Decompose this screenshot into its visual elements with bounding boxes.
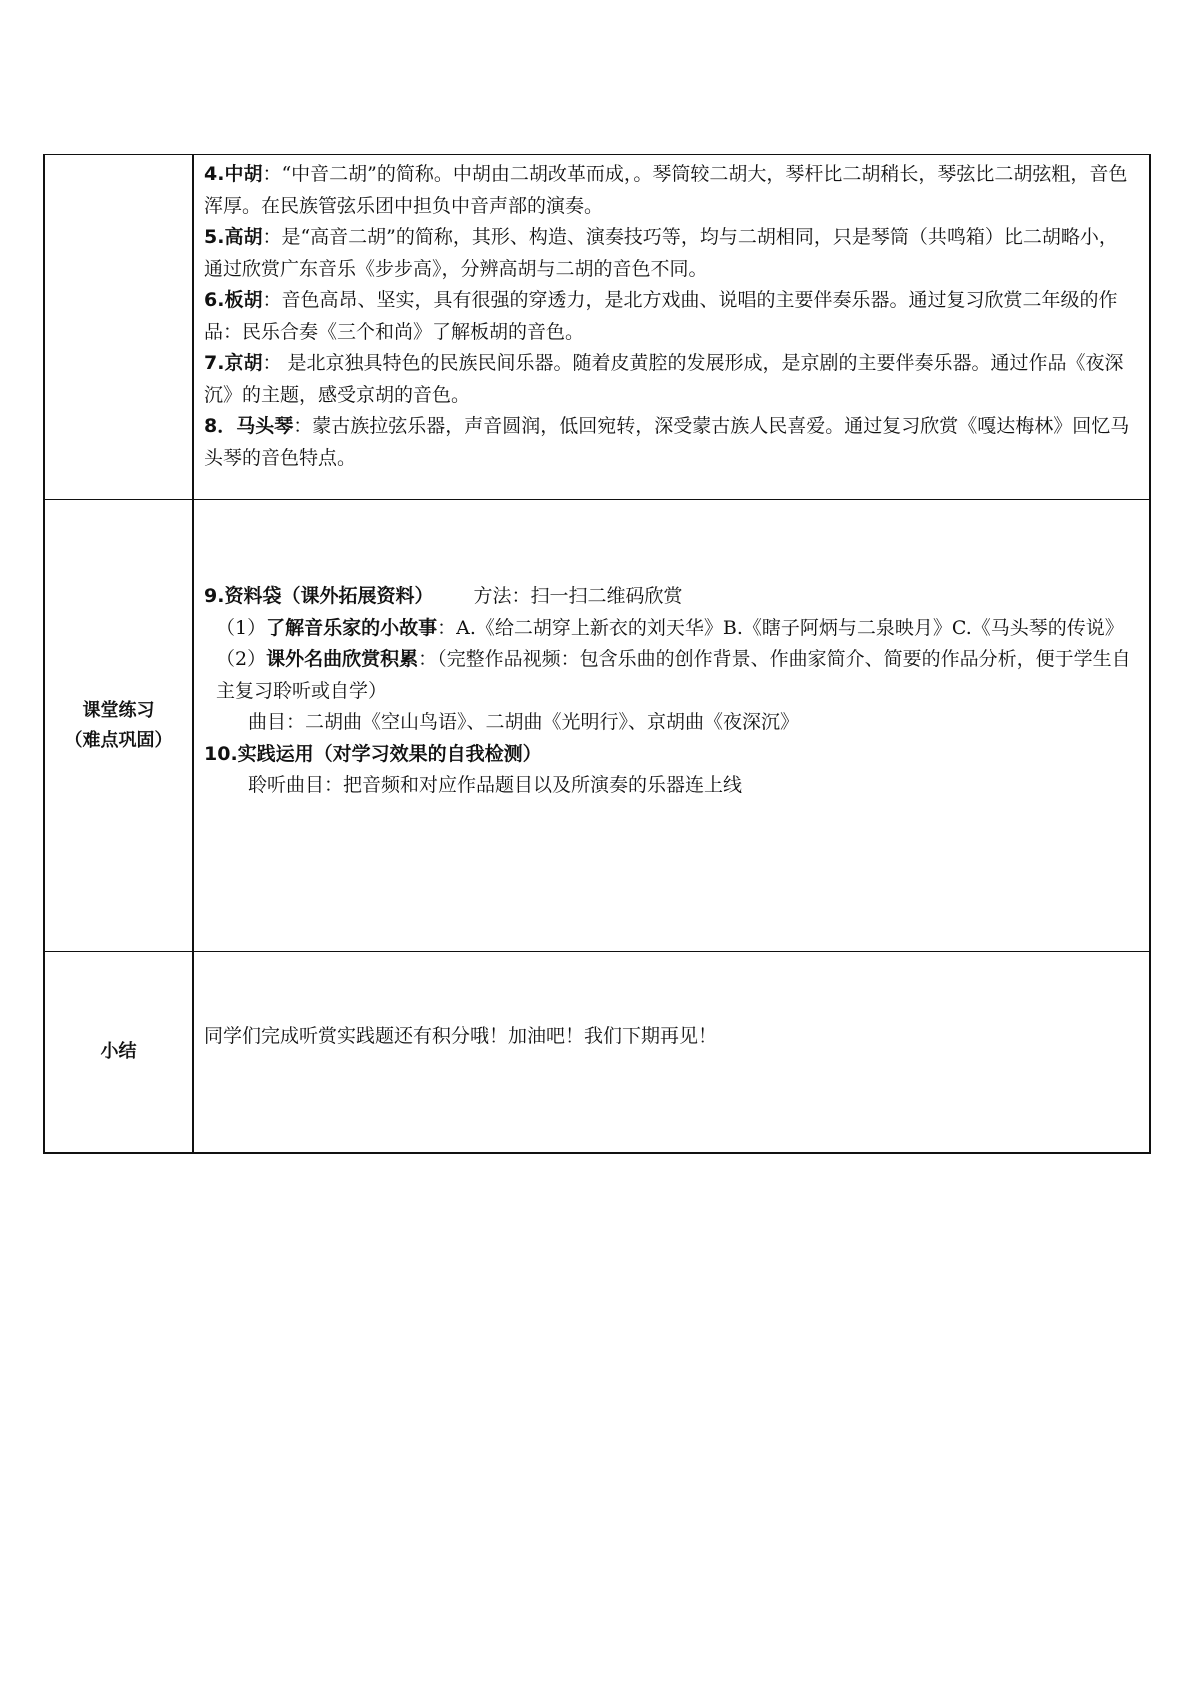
- instrument-gaohu: 5.高胡：是“高音二胡”的简称，其形、构造、演奏技巧等，均与二胡相同，只是琴筒（共鸣箱）比二胡略小，通过欣赏广东音乐《步步高》，分辨高胡与二胡的音色不同。: [204, 226, 1118, 280]
- instrument-jinghu: 7.京胡： 是北京独具特色的民族民间乐器。随着皮黄腔的发展形成，是京剧的主要伴奏乐器。通过作品《夜深沉》的主题，感受京胡的音色。: [204, 352, 1124, 406]
- summary-text: 同学们完成听赏实践题还有积分哦！加油吧！我们下期再见！: [204, 1025, 718, 1047]
- practice-sublabel: （难点巩固）: [64, 729, 173, 751]
- item9-method: 方法：扫一扫二维码欣赏: [473, 585, 683, 607]
- summary-content-cell: [194, 952, 1149, 1152]
- item10-text: 聆听曲目：把音频和对应作品题目以及所演奏的乐器连上线: [248, 774, 743, 796]
- instruments-content-cell: [194, 155, 1149, 499]
- practice-label-cell: [45, 500, 194, 951]
- masterpiece-appreciation: （2）课外名曲欣赏积累：（完整作品视频：包含乐曲的创作背景、作曲家简介、简要的作品分析，便于学生自主复习聆听或自学）: [216, 648, 1131, 702]
- practice-label: 课堂练习: [82, 699, 155, 721]
- item10-heading: 10.实践运用（对学习效果的自我检测）: [204, 742, 542, 765]
- item9-heading: 9.资料袋（课外拓展资料） 方法：扫一扫二维码欣赏: [204, 585, 683, 607]
- song-list: 曲目：二胡曲《空山鸟语》、二胡曲《光明行》、京胡曲《夜深沉》: [248, 711, 800, 733]
- summary-row: [45, 952, 1149, 1152]
- lesson-plan-table: [43, 154, 1151, 1154]
- instrument-zhonghu: 4.中胡：“中音二胡”的简称。中胡由二胡改革而成，。琴筒较二胡大，琴杆比二胡稍长，琴弦比二胡弦粗，音色浑厚。在民族管弦乐团中担负中音声部的演奏。: [204, 163, 1128, 217]
- practice-row: [45, 500, 1149, 952]
- musician-stories: （1）了解音乐家的小故事：A.《给二胡穿上新衣的刘天华》B.《瞎子阿炳与二泉映月》C.《马头琴的传说》: [216, 616, 1124, 639]
- instrument-matouqin: 8．马头琴：蒙古族拉弦乐器，声音圆润，低回宛转，深受蒙古族人民喜爱。通过复习欣赏《嘎达梅林》回忆马头琴的音色特点。: [204, 415, 1130, 469]
- practice-content-cell: [194, 500, 1149, 951]
- instruments-row-label-cell: [45, 155, 194, 499]
- instrument-banhu: 6.板胡：音色高昂、坚实，具有很强的穿透力，是北方戏曲、说唱的主要伴奏乐器。通过复习欣赏二年级的作品：民乐合奏《三个和尚》了解板胡的音色。: [204, 289, 1118, 343]
- summary-label: 小结: [45, 952, 194, 1152]
- instruments-row: [45, 155, 1149, 500]
